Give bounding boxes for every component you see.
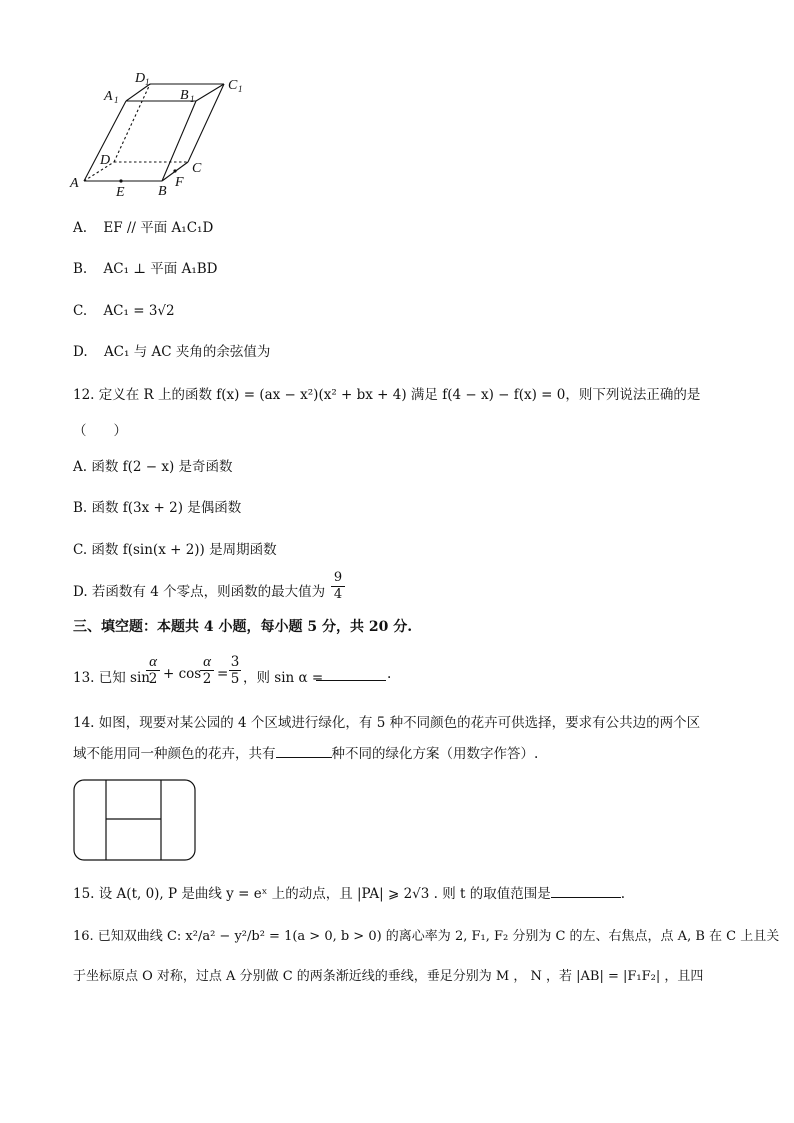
label-a: A bbox=[70, 176, 79, 191]
q13-frac-1 bbox=[146, 654, 160, 687]
label-d1: D bbox=[135, 71, 146, 86]
label-a1-sub: 1 bbox=[114, 95, 119, 105]
q13-frac-3-num: 3 bbox=[230, 654, 240, 670]
point-e bbox=[119, 179, 122, 182]
hidden-edge-d-d1 bbox=[114, 84, 150, 162]
q14-line2 bbox=[73, 743, 538, 764]
q12-option-b: B. 函数 f(3x + 2) 是偶函数 bbox=[73, 500, 242, 516]
label-b1: B bbox=[180, 88, 189, 103]
label-a1: A bbox=[104, 89, 113, 104]
q11-option-d-letter: D. bbox=[73, 344, 88, 360]
q15 bbox=[73, 883, 625, 904]
q13-frac-1-num: α bbox=[149, 654, 157, 670]
q16-line2: 于坐标原点 O 对称，过点 A 分别做 C 的两条渐近线的垂线，垂足分别为 M ， N ，若 |AB| = |F₁F₂| ，且四 bbox=[73, 969, 704, 984]
q15-end: . bbox=[620, 886, 626, 902]
q15-text: 15. 设 A(t, 0), P 是曲线 y = eˣ 上的动点，且 |PA| ⩾ 2√3 . 则 t 的取值范围是 bbox=[73, 886, 551, 902]
label-c1-sub: 1 bbox=[238, 84, 243, 94]
edge-a-a1 bbox=[84, 101, 126, 181]
q11-option-d bbox=[73, 342, 270, 362]
label-b1-sub: 1 bbox=[190, 94, 195, 104]
point-f bbox=[173, 169, 176, 172]
q13-frac-2-num: α bbox=[203, 654, 211, 670]
q11-option-a-text: A. bbox=[73, 220, 88, 236]
q12-option-d bbox=[73, 582, 325, 602]
q11-option-c-body: AC₁ = 3√2 bbox=[103, 303, 175, 319]
q14-line2b: 种不同的绿化方案（用数字作答）. bbox=[331, 746, 539, 762]
label-d: D bbox=[100, 153, 111, 168]
q14-answer-blank[interactable] bbox=[276, 743, 332, 758]
q11-option-c bbox=[73, 301, 175, 321]
q12-stem: 12. 定义在 R 上的函数 f(x) = (ax − x²)(x² + bx + 4) 满足 f(4 − x) − f(x) = 0，则下列说法正确的是 bbox=[73, 387, 701, 403]
q12-option-c: C. 函数 f(sin(x + 2)) 是周期函数 bbox=[73, 542, 277, 558]
label-c1: C bbox=[228, 78, 238, 93]
label-b: B bbox=[158, 184, 167, 199]
q13-eq: = bbox=[217, 666, 229, 682]
prism-figure bbox=[68, 68, 258, 200]
q11-option-b bbox=[73, 259, 217, 279]
q12-fraction bbox=[331, 570, 345, 603]
q13-plus-cos: + cos bbox=[163, 666, 202, 682]
q13-prefix: 13. 已知 sin bbox=[73, 670, 150, 686]
label-c: C bbox=[192, 161, 202, 176]
label-d1-sub: 1 bbox=[145, 77, 150, 87]
label-f: F bbox=[175, 175, 184, 190]
q16-line1: 16. 已知双曲线 C: x²/a² − y²/b² = 1(a > 0, b > 0) 的离心率为 2, F₁, F₂ 分别为 C 的左、右焦点，点 A, B 在 C 上且关 bbox=[73, 929, 780, 944]
q15-answer-blank[interactable] bbox=[551, 883, 621, 898]
q11-option-c-letter: C. bbox=[73, 303, 88, 319]
q11-option-b-body: AC₁ ⊥ 平面 A₁BD bbox=[103, 261, 218, 277]
park-figure bbox=[72, 778, 198, 862]
q13-then: ，则 sin α = bbox=[243, 670, 324, 686]
q11-option-a-body: EF // 平面 A₁C₁D bbox=[103, 220, 214, 236]
q13-frac-1-den: 2 bbox=[148, 671, 158, 687]
q13-frac-2 bbox=[200, 654, 214, 687]
q13-frac-3-den: 5 bbox=[230, 671, 240, 687]
label-e: E bbox=[116, 185, 125, 200]
q14-line1: 14. 如图，现要对某公园的 4 个区域进行绿化，有 5 种不同颜色的花卉可供选择，要求有公共边的两个区 bbox=[73, 715, 701, 731]
q11-option-d-body: AC₁ 与 AC 夹角的余弦值为 bbox=[103, 344, 271, 360]
q12-option-a: A. 函数 f(2 − x) 是奇函数 bbox=[73, 459, 233, 475]
q14-line2a: 域不能用同一种颜色的花卉，共有 bbox=[73, 746, 276, 762]
q11-option-a bbox=[73, 218, 213, 238]
section-heading: 三、填空题：本题共 4 小题，每小题 5 分，共 20 分. bbox=[73, 619, 413, 635]
q12-paren: （ ） bbox=[73, 423, 127, 439]
q12-option-d-text: D. 若函数有 4 个零点，则函数的最大值为 bbox=[73, 584, 326, 600]
q11-option-b-letter: B. bbox=[73, 261, 88, 277]
q13-frac-2-den: 2 bbox=[202, 671, 212, 687]
q13-answer-blank[interactable] bbox=[316, 666, 386, 681]
q12-fraction-num: 9 bbox=[333, 570, 343, 585]
q13-frac-3 bbox=[229, 654, 241, 687]
park-outline bbox=[74, 780, 195, 860]
q13-end: . bbox=[387, 666, 392, 682]
q12-fraction-den: 4 bbox=[333, 587, 343, 602]
